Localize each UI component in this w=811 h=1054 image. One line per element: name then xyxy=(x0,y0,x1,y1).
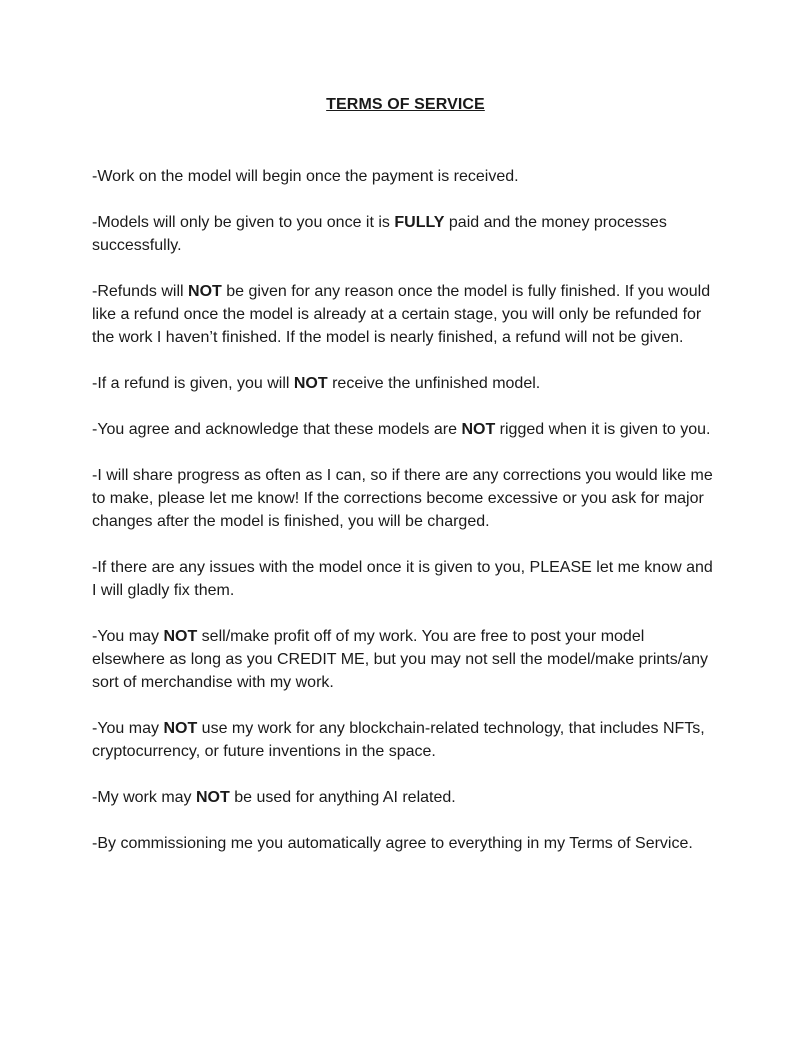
term-emphasis: FULLY xyxy=(394,214,445,231)
term-emphasis: NOT xyxy=(293,375,328,392)
term-text: sell/make profit off of my work. You are free to post your model elsewhere as long as you CREDIT ME, but you may not sell the model/make prints/any sort of merchandise with my work. xyxy=(92,628,708,691)
term-text: rigged when it is given to you. xyxy=(495,421,711,438)
term-paragraph xyxy=(92,418,718,441)
document-title: TERMS OF SERVICE xyxy=(326,96,485,113)
term-text: use my work for any blockchain-related technology, that includes NFTs, cryptocurrency, or future inventions in the space. xyxy=(92,720,705,760)
term-text: receive the unfinished model. xyxy=(327,375,541,392)
term-text: -You may xyxy=(92,720,164,737)
term-paragraph xyxy=(92,464,718,533)
term-paragraph xyxy=(92,280,718,349)
term-text: -I will share progress as often as I can, so if there are any corrections you would like me to make, please let me know! If the corrections become excessive or you ask for major changes after the model is finished, you will be charged. xyxy=(92,467,713,530)
term-emphasis: NOT xyxy=(461,421,496,438)
term-text: be used for anything AI related. xyxy=(229,789,456,806)
term-text: -If a refund is given, you will xyxy=(92,375,294,392)
term-text: be given for any reason once the model is fully finished. If you would like a refund once the model is already at a certain stage, you will only be refunded for the work I haven’t finished. If the model is nearly finished, a refund will not be given. xyxy=(92,283,711,346)
term-text: -You may xyxy=(92,628,164,645)
term-text: -By commissioning me you automatically agree to everything in my Terms of Service. xyxy=(92,835,693,852)
term-text: -Refunds will xyxy=(92,283,189,300)
term-text: paid and the money processes successfully. xyxy=(92,214,667,254)
term-text: -If there are any issues with the model once it is given to you, PLEASE let me know and I will gladly fix them. xyxy=(92,559,713,599)
term-emphasis: NOT xyxy=(196,789,230,806)
term-paragraph xyxy=(92,556,718,602)
term-paragraph xyxy=(92,165,718,188)
term-text: -Models will only be given to you once it is xyxy=(92,214,395,231)
term-text: -You agree and acknowledge that these models are xyxy=(92,421,462,438)
term-paragraph xyxy=(92,786,718,809)
term-paragraph xyxy=(92,625,718,694)
term-paragraph xyxy=(92,211,718,257)
term-emphasis: NOT xyxy=(188,283,222,300)
term-paragraph xyxy=(92,372,718,395)
terms-list xyxy=(92,165,719,855)
term-paragraph xyxy=(92,717,718,763)
term-text: -Work on the model will begin once the payment is received. xyxy=(92,168,519,185)
term-emphasis: NOT xyxy=(163,628,198,645)
term-paragraph xyxy=(92,832,718,855)
term-text: -My work may xyxy=(92,789,196,806)
term-emphasis: NOT xyxy=(163,720,198,737)
